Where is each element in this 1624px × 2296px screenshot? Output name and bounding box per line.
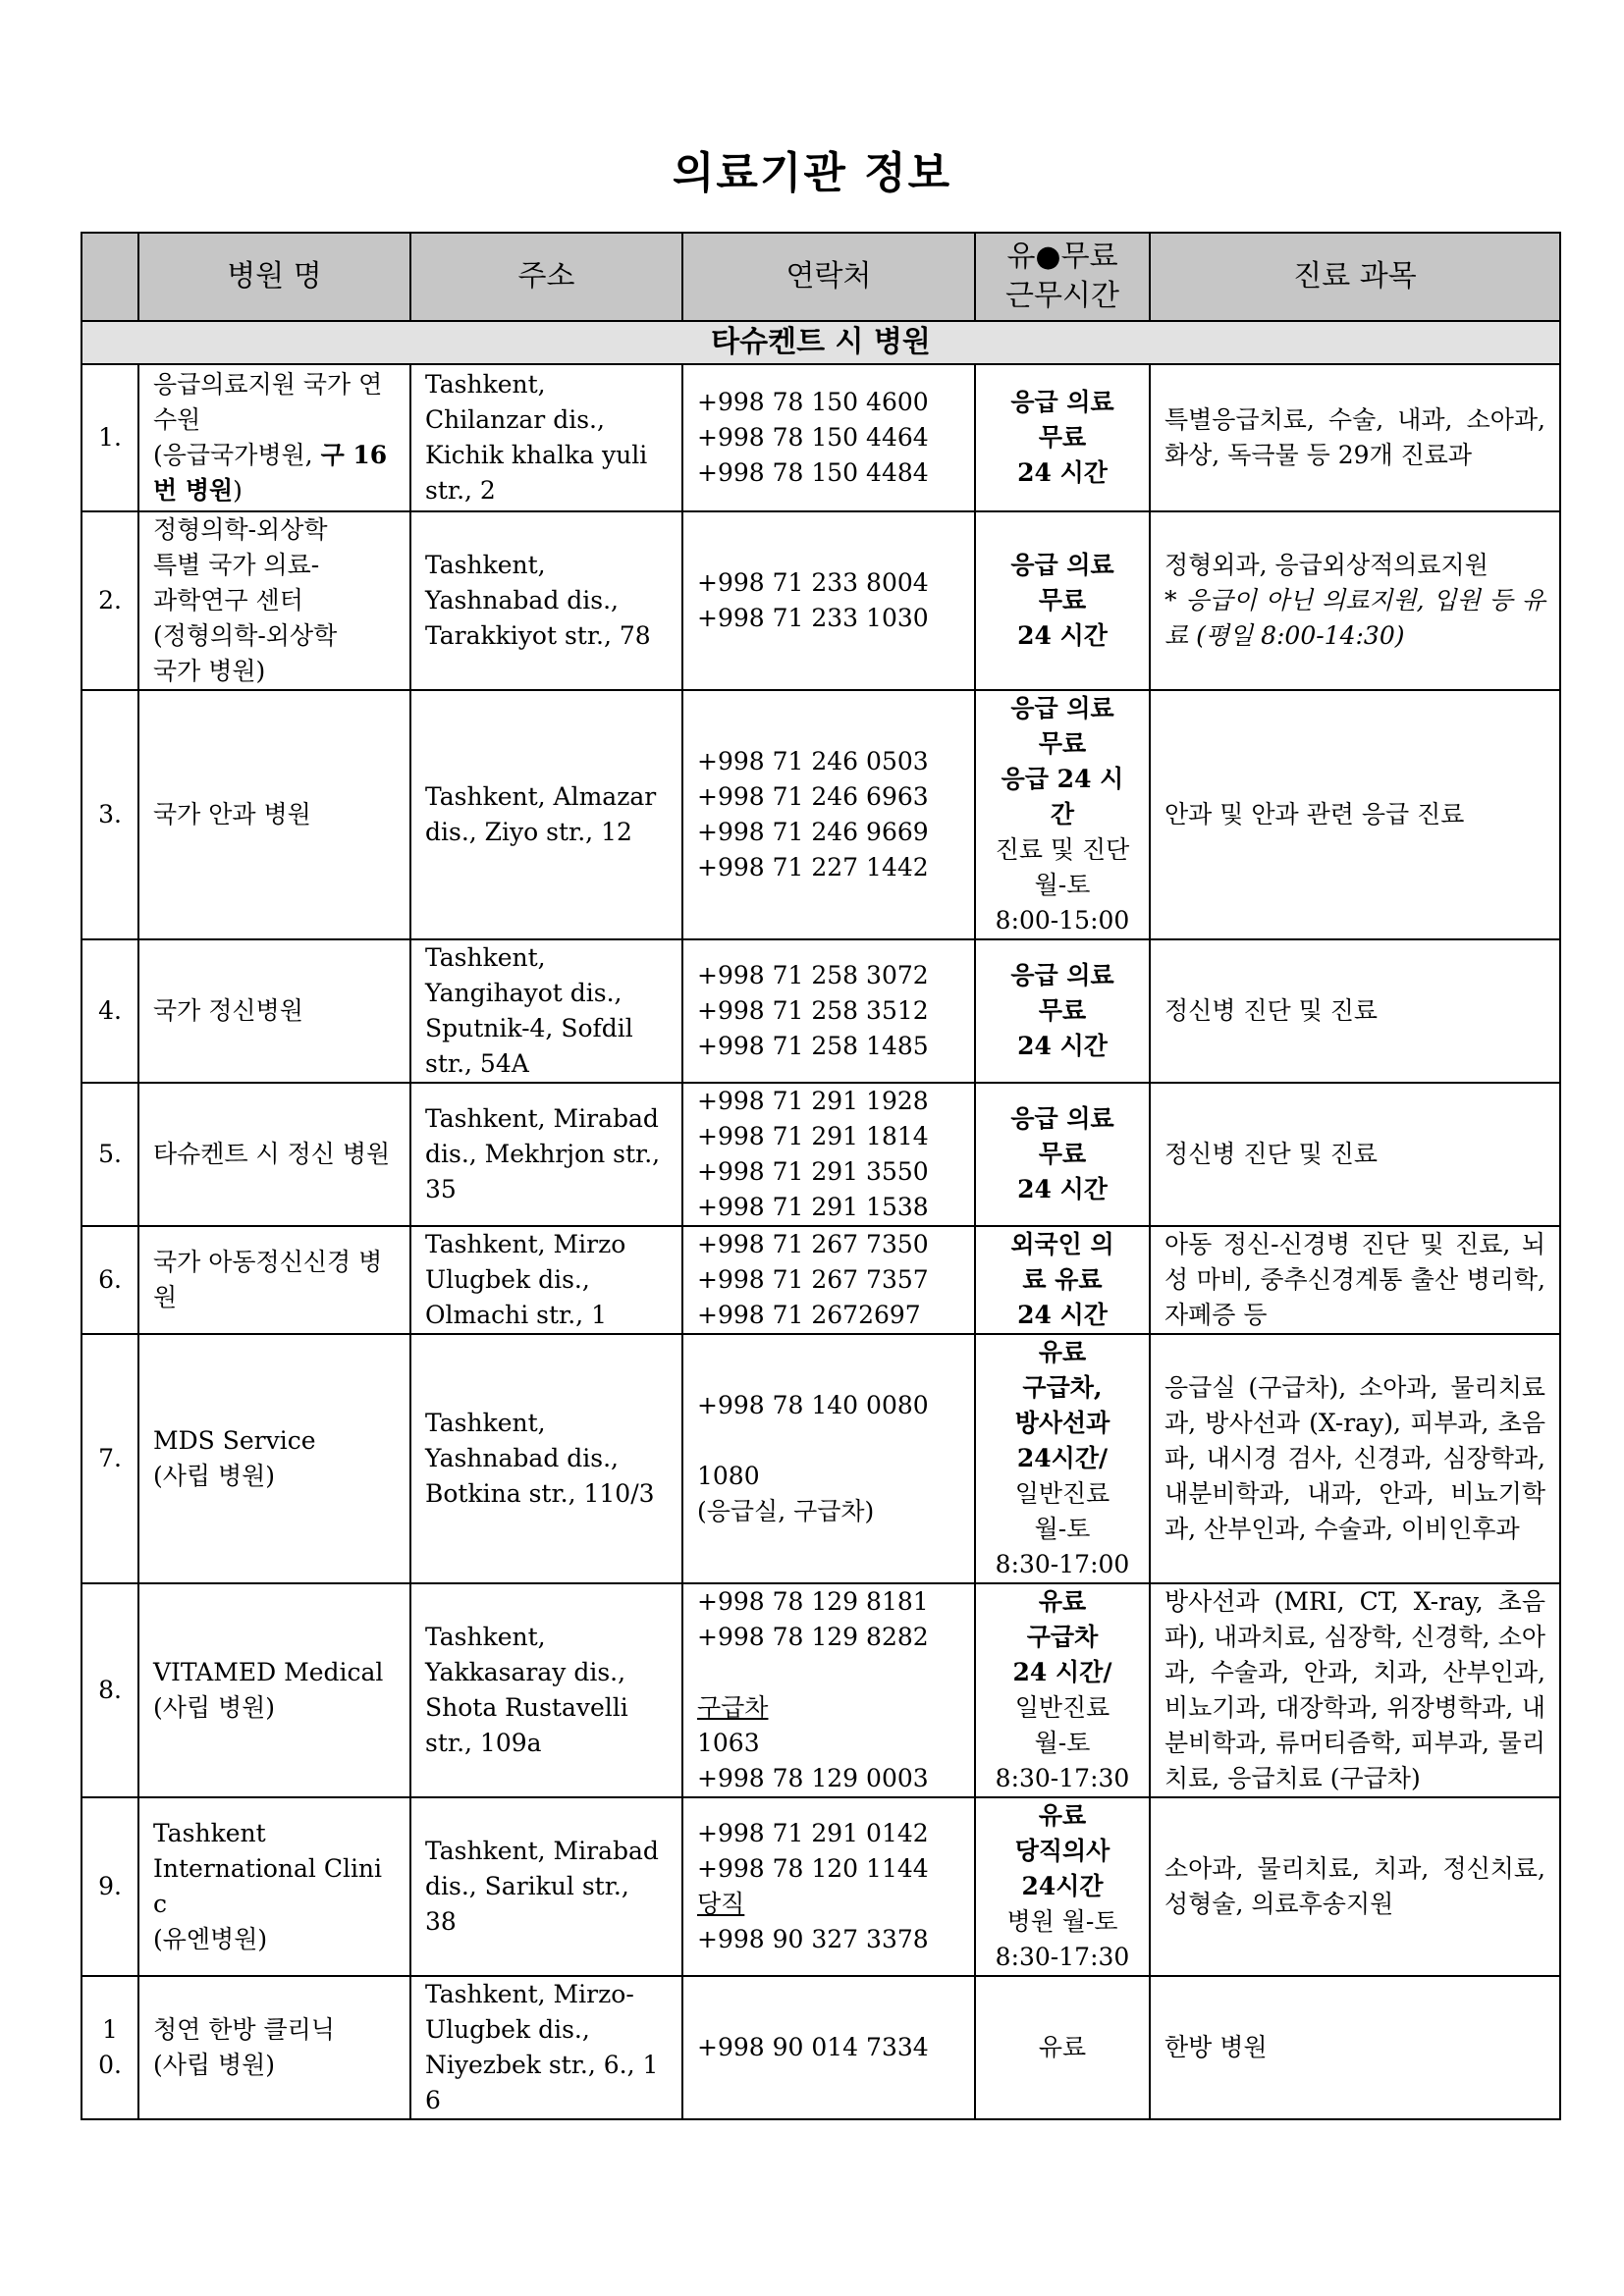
phone-number: 1080 bbox=[697, 1462, 760, 1490]
hours-bold-line: 응급 의료 bbox=[1010, 551, 1114, 579]
address-line: str., 54A bbox=[425, 1049, 529, 1078]
address-line: Tashkent, bbox=[425, 943, 546, 972]
hours-bold-line: 외국인 의 bbox=[1010, 1230, 1114, 1258]
hospital-departments bbox=[1150, 1583, 1560, 1797]
hours-bold-line: 간 bbox=[1050, 800, 1075, 828]
table-row bbox=[81, 364, 1560, 511]
header-address: 주소 bbox=[410, 233, 682, 321]
hospital-name-line: 과학연구 센터 bbox=[153, 586, 303, 614]
header-hours-line2: 근무시간 bbox=[1005, 279, 1119, 313]
address-line: Tashkent, Mirzo- bbox=[425, 1980, 634, 2008]
phone-number: +998 71 291 1928 bbox=[697, 1087, 929, 1115]
hours-bold-line: 24시간 bbox=[1021, 1872, 1104, 1900]
table-row bbox=[81, 1083, 1560, 1226]
phone-number: +998 71 258 1485 bbox=[697, 1032, 929, 1060]
phone-number: +998 78 150 4484 bbox=[697, 458, 929, 487]
hospital-name-line: Tashkent bbox=[153, 1819, 266, 1847]
hospital-hours bbox=[975, 364, 1150, 511]
address-line: str., 2 bbox=[425, 476, 496, 505]
hours-bold-line: 24 시간/ bbox=[1012, 1658, 1112, 1686]
phone-number: +998 90 327 3378 bbox=[697, 1925, 929, 1953]
hospital-name-line: (사립 병원) bbox=[153, 2051, 276, 2079]
hospital-address bbox=[410, 939, 682, 1083]
hospital-name bbox=[138, 1976, 410, 2119]
page-title: 의료기관 정보 bbox=[672, 148, 952, 198]
hospital-name-line: International Clinic bbox=[153, 1854, 383, 1918]
hospital-contact bbox=[682, 1226, 975, 1334]
hospital-name-line: 국가 병원) bbox=[153, 657, 266, 685]
table-row bbox=[81, 1226, 1560, 1334]
phone-number: +998 71 258 3512 bbox=[697, 996, 929, 1025]
hospital-name-line: 국가 안과 병원 bbox=[153, 800, 311, 828]
phone-number: +998 71 246 0503 bbox=[697, 747, 929, 775]
address-line: Tashkent, Almazar bbox=[425, 782, 657, 811]
header-hours bbox=[975, 233, 1150, 321]
address-line: Olmachi str., 1 bbox=[425, 1301, 607, 1329]
hours-line: 병원 월-토 bbox=[1006, 1907, 1118, 1936]
hospital-departments bbox=[1150, 1226, 1560, 1334]
phone-spacer bbox=[697, 1655, 960, 1690]
phone-number: +998 78 129 8181 bbox=[697, 1587, 929, 1616]
address-line: dis., Ziyo str., 12 bbox=[425, 818, 632, 846]
hours-line: 8:30-17:30 bbox=[995, 1764, 1130, 1792]
hospital-name-line: (유엔병원) bbox=[153, 1925, 268, 1953]
hospital-name-line: VITAMED Medical bbox=[153, 1658, 384, 1686]
hospital-address bbox=[410, 1797, 682, 1976]
address-line: Yashnabad dis., bbox=[425, 586, 619, 614]
address-line: str., 109a bbox=[425, 1729, 542, 1757]
hospital-name bbox=[138, 1083, 410, 1226]
phone-number: +998 71 233 1030 bbox=[697, 604, 929, 632]
row-number: 3. bbox=[81, 690, 138, 939]
hours-line: 일반진료 bbox=[1014, 1479, 1110, 1508]
phone-number: +998 78 129 0003 bbox=[697, 1764, 929, 1792]
hours-bold-line: 유료 bbox=[1038, 1338, 1087, 1366]
row-number: 7. bbox=[81, 1334, 138, 1583]
phone-number: (응급실, 구급차) bbox=[697, 1497, 875, 1525]
hospital-departments bbox=[1150, 1083, 1560, 1226]
hours-line: 일반진료 bbox=[1014, 1693, 1110, 1722]
hospital-name-line: 청연 한방 클리닉 bbox=[153, 2015, 335, 2044]
address-line: Yangihayot dis., bbox=[425, 979, 623, 1007]
hours-bold-line: 응급 의료 bbox=[1010, 694, 1114, 722]
address-line: Ulugbek dis., bbox=[425, 1265, 590, 1294]
phone-number: +998 71 291 3550 bbox=[697, 1157, 929, 1186]
hours-bold-line: 구급차 bbox=[1026, 1623, 1099, 1651]
header-departments: 진료 과목 bbox=[1150, 233, 1560, 321]
phone-number: +998 71 267 7350 bbox=[697, 1230, 929, 1258]
hospital-departments bbox=[1150, 364, 1560, 511]
row-number: 8. bbox=[81, 1583, 138, 1797]
phone-number: +998 78 150 4464 bbox=[697, 423, 929, 452]
hours-bold-line: 무료 bbox=[1038, 423, 1087, 452]
table-row bbox=[81, 690, 1560, 939]
hospital-hours bbox=[975, 1583, 1150, 1797]
hospital-address bbox=[410, 690, 682, 939]
phone-number: +998 71 291 1814 bbox=[697, 1122, 929, 1150]
phone-number: +998 78 120 1144 bbox=[697, 1854, 929, 1883]
hours-bold-line: 24 시간 bbox=[1017, 1301, 1108, 1329]
departments-text: 아동 정신-신경병 진단 및 진료, 뇌성 마비, 중추신경계통 출산 병리학, 자폐증 등 bbox=[1164, 1230, 1545, 1329]
departments-note: * 응급이 아닌 의료지원, 입원 등 유료 (평일 8:00-14:30) bbox=[1164, 586, 1545, 650]
hospital-address bbox=[410, 1583, 682, 1797]
hospital-address bbox=[410, 364, 682, 511]
hospital-contact bbox=[682, 1334, 975, 1583]
hospital-hours bbox=[975, 511, 1150, 690]
row-number: 6. bbox=[81, 1226, 138, 1334]
hospital-name bbox=[138, 939, 410, 1083]
address-line: Shota Rustavelli bbox=[425, 1693, 628, 1722]
hospital-hours bbox=[975, 939, 1150, 1083]
hospital-departments bbox=[1150, 1797, 1560, 1976]
hospital-name-text: (응급국가병원, bbox=[153, 441, 321, 469]
table-row bbox=[81, 1976, 1560, 2119]
section-title: 타슈켄트 시 병원 bbox=[81, 321, 1560, 364]
phone-number: +998 78 140 0080 bbox=[697, 1391, 929, 1419]
phone-label: 구급차 bbox=[697, 1693, 769, 1722]
phone-number: +998 71 267 7357 bbox=[697, 1265, 929, 1294]
hospital-hours bbox=[975, 1976, 1150, 2119]
hours-bold-line: 24 시간 bbox=[1017, 621, 1108, 650]
departments-text: 안과 및 안과 관련 응급 진료 bbox=[1164, 800, 1465, 828]
phone-number: +998 71 233 8004 bbox=[697, 568, 929, 597]
hospital-name-text: ) bbox=[233, 476, 243, 505]
address-line: Ulugbek dis., bbox=[425, 2015, 590, 2044]
phone-number: +998 71 2672697 bbox=[697, 1301, 921, 1329]
hospital-address bbox=[410, 1976, 682, 2119]
hours-bold-line: 료 유료 bbox=[1022, 1265, 1103, 1294]
hours-line: 월-토 bbox=[1034, 871, 1091, 899]
hospital-contact bbox=[682, 511, 975, 690]
row-number: 1. bbox=[81, 364, 138, 511]
address-line: Sputnik-4, Sofdil bbox=[425, 1014, 633, 1042]
departments-text: 소아과, 물리치료, 치과, 정신치료, 성형술, 의료후송지원 bbox=[1164, 1854, 1545, 1918]
header-hours-line1: 유●무료 bbox=[1006, 240, 1118, 274]
address-line: Chilanzar dis., bbox=[425, 405, 605, 434]
hospital-name-line: 국가 아동정신신경 병원 bbox=[153, 1248, 383, 1311]
phone-number: +998 71 227 1442 bbox=[697, 853, 929, 881]
hospital-departments bbox=[1150, 690, 1560, 939]
hospital-hours bbox=[975, 1334, 1150, 1583]
departments-text: 응급실 (구급차), 소아과, 물리치료과, 방사선과 (X-ray), 피부과, 초음파, 내시경 검사, 신경과, 심장학과, 내분비학과, 내과, 안과, 비뇨기학과, 산부인과, 수술과, 이비인후과 bbox=[1164, 1373, 1545, 1543]
phone-number: +998 90 014 7334 bbox=[697, 2033, 929, 2061]
hours-bold-line: 유료 bbox=[1038, 1587, 1087, 1616]
hospital-address bbox=[410, 1334, 682, 1583]
hospital-contact bbox=[682, 364, 975, 511]
hospital-table bbox=[81, 232, 1561, 2120]
hospital-name-line: 특별 국가 의료- bbox=[153, 551, 320, 579]
address-line: Tashkent, Mirabad bbox=[425, 1837, 659, 1865]
hospital-name bbox=[138, 1797, 410, 1976]
phone-number: +998 71 246 9669 bbox=[697, 818, 929, 846]
address-line: Kichik khalka yuli bbox=[425, 441, 648, 469]
hours-line: 8:30-17:30 bbox=[995, 1943, 1130, 1971]
address-line: Botkina str., 110/3 bbox=[425, 1479, 655, 1508]
row-number: 4. bbox=[81, 939, 138, 1083]
hospital-name-line: 정형의학-외상학 bbox=[153, 515, 328, 544]
hours-bold-line: 응급 24 시 bbox=[1001, 765, 1124, 793]
address-line: 35 bbox=[425, 1175, 457, 1203]
hospital-contact bbox=[682, 1976, 975, 2119]
hospital-address bbox=[410, 1226, 682, 1334]
hospital-name-line: 응급의료지원 국가 연수원 bbox=[153, 370, 383, 434]
hospital-address bbox=[410, 511, 682, 690]
phone-number: +998 78 150 4600 bbox=[697, 388, 929, 416]
header-number bbox=[81, 233, 138, 321]
address-line: Yashnabad dis., bbox=[425, 1444, 619, 1472]
row-number: 5. bbox=[81, 1083, 138, 1226]
row-number: 9. bbox=[81, 1797, 138, 1976]
hours-line: 8:00-15:00 bbox=[995, 906, 1130, 934]
address-line: dis., Mekhrjon str., bbox=[425, 1140, 661, 1168]
hospital-hours bbox=[975, 1083, 1150, 1226]
hospital-contact bbox=[682, 1797, 975, 1976]
hospital-departments bbox=[1150, 939, 1560, 1083]
hospital-contact bbox=[682, 690, 975, 939]
hospital-name-line: (사립 병원) bbox=[153, 1462, 276, 1490]
hours-bold-line: 응급 의료 bbox=[1010, 961, 1114, 989]
hours-bold-line: 당직의사 bbox=[1014, 1837, 1110, 1865]
table-row bbox=[81, 1334, 1560, 1583]
hospital-hours bbox=[975, 1797, 1150, 1976]
hours-bold-line: 24시간/ bbox=[1016, 1444, 1109, 1472]
hospital-name bbox=[138, 1583, 410, 1797]
hospital-name-line: 타슈켄트 시 정신 병원 bbox=[153, 1140, 391, 1168]
address-line: Tarakkiyot str., 78 bbox=[425, 621, 651, 650]
hospital-name-line: MDS Service bbox=[153, 1426, 316, 1455]
departments-text: 특별응급치료, 수술, 내과, 소아과, 화상, 독극물 등 29개 진료과 bbox=[1164, 405, 1545, 469]
hospital-departments bbox=[1150, 1976, 1560, 2119]
row-number: 10. bbox=[81, 1976, 138, 2119]
hospital-contact bbox=[682, 1083, 975, 1226]
hours-bold-line: 무료 bbox=[1038, 729, 1087, 758]
hospital-name bbox=[138, 511, 410, 690]
header-name: 병원 명 bbox=[138, 233, 410, 321]
hours-line: 월-토 bbox=[1034, 1515, 1091, 1543]
hospital-name-line bbox=[153, 438, 396, 508]
section-row bbox=[81, 321, 1560, 364]
table-row bbox=[81, 1797, 1560, 1976]
hours-bold-line: 무료 bbox=[1038, 586, 1087, 614]
hours-line: 유료 bbox=[1038, 2033, 1087, 2061]
hospital-departments bbox=[1150, 511, 1560, 690]
phone-number: +998 78 129 8282 bbox=[697, 1623, 929, 1651]
hours-bold-line: 응급 의료 bbox=[1010, 1104, 1114, 1133]
address-line: Yakkasaray dis., bbox=[425, 1658, 626, 1686]
hospital-former-name: 구 16번 병원 bbox=[153, 441, 388, 505]
hours-bold-line: 응급 의료 bbox=[1010, 388, 1114, 416]
hours-bold-line: 무료 bbox=[1038, 1140, 1087, 1168]
table-row bbox=[81, 939, 1560, 1083]
hours-line: 월-토 bbox=[1034, 1729, 1091, 1757]
departments-text: 정신병 진단 및 진료 bbox=[1164, 996, 1379, 1025]
phone-number: 1063 bbox=[697, 1729, 760, 1757]
phone-label: 당직 bbox=[697, 1890, 745, 1918]
hospital-name-line: (사립 병원) bbox=[153, 1693, 276, 1722]
phone-number: +998 71 291 0142 bbox=[697, 1819, 929, 1847]
table-row bbox=[81, 1583, 1560, 1797]
hospital-name-line: 국가 정신병원 bbox=[153, 996, 303, 1025]
hospital-name bbox=[138, 690, 410, 939]
hours-line: 8:30-17:00 bbox=[995, 1550, 1130, 1578]
row-number: 2. bbox=[81, 511, 138, 690]
hours-bold-line: 무료 bbox=[1038, 996, 1087, 1025]
address-line: Tashkent, bbox=[425, 370, 546, 399]
hours-bold-line: 24 시간 bbox=[1017, 1175, 1108, 1203]
hours-bold-line: 방사선과 bbox=[1014, 1409, 1110, 1437]
phone-number: +998 71 291 1538 bbox=[697, 1193, 929, 1221]
phone-number bbox=[697, 1423, 960, 1459]
header-contact: 연락처 bbox=[682, 233, 975, 321]
hours-bold-line: 구급차, bbox=[1022, 1373, 1103, 1402]
hospital-name bbox=[138, 1334, 410, 1583]
hospital-departments bbox=[1150, 1334, 1560, 1583]
address-line: Tashkent, bbox=[425, 1409, 546, 1437]
phone-number: +998 71 258 3072 bbox=[697, 961, 929, 989]
table-row bbox=[81, 511, 1560, 690]
hours-line: 진료 및 진단 bbox=[995, 835, 1130, 864]
hospital-name-line: (정형의학-외상학 bbox=[153, 621, 338, 650]
address-line: Tashkent, bbox=[425, 1623, 546, 1651]
hospital-name bbox=[138, 364, 410, 511]
hospital-hours bbox=[975, 1226, 1150, 1334]
table-header-row bbox=[81, 233, 1560, 321]
address-line: Niyezbek str., 6., 16 bbox=[425, 2051, 659, 2114]
hospital-contact bbox=[682, 1583, 975, 1797]
hospital-hours bbox=[975, 690, 1150, 939]
hours-bold-line: 24 시간 bbox=[1017, 458, 1108, 487]
address-line: Tashkent, bbox=[425, 551, 546, 579]
hours-bold-line: 24 시간 bbox=[1017, 1032, 1108, 1060]
address-line: Tashkent, Mirzo bbox=[425, 1230, 626, 1258]
departments-text: 정신병 진단 및 진료 bbox=[1164, 1140, 1379, 1168]
hospital-address bbox=[410, 1083, 682, 1226]
departments-text: 방사선과 (MRI, CT, X-ray, 초음파), 내과치료, 심장학, 신경학, 소아과, 수술과, 안과, 치과, 산부인과, 비뇨기과, 대장학과, 위장병학과, 내분비학과, 류머티즘학, 피부과, 물리치료, 응급치료 (구급차) bbox=[1164, 1587, 1545, 1792]
hours-bold-line: 유료 bbox=[1038, 1801, 1087, 1830]
phone-number: +998 71 246 6963 bbox=[697, 782, 929, 811]
hospital-name bbox=[138, 1226, 410, 1334]
departments-text: 정형외과, 응급외상적의료지원 bbox=[1164, 551, 1489, 579]
departments-text: 한방 병원 bbox=[1164, 2033, 1268, 2061]
address-line: dis., Sarikul str., bbox=[425, 1872, 629, 1900]
hospital-contact bbox=[682, 939, 975, 1083]
address-line: Tashkent, Mirabad bbox=[425, 1104, 659, 1133]
address-line: 38 bbox=[425, 1907, 457, 1936]
